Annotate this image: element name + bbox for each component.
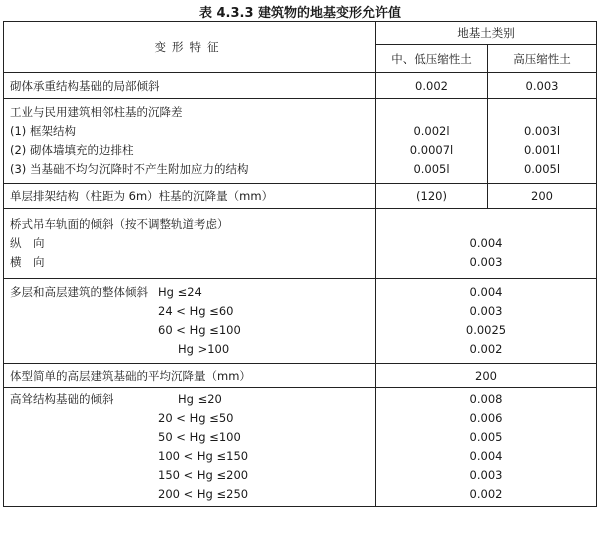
sub-label: 20 < Hg ≤50 <box>158 411 234 425</box>
sub-value: 0.008 <box>469 392 503 406</box>
row-label: 多层和高层建筑的整体倾斜 <box>10 285 148 299</box>
sub-label: 100 < Hg ≤150 <box>158 449 249 463</box>
sub-value: 0.004 <box>469 285 503 299</box>
row-value-medium-low: 0.002 <box>376 73 488 99</box>
sub-value-medium-low: 0.005l <box>413 162 450 176</box>
header-deformation-feature: 变形特征 <box>4 22 376 73</box>
sub-value: 0.003 <box>469 304 503 318</box>
sub-label: Hg >100 <box>178 342 230 356</box>
table-row <box>4 388 597 507</box>
table-row <box>4 73 597 99</box>
table-row <box>4 279 597 364</box>
row-label: 工业与民用建筑相邻柱基的沉降差 <box>10 105 183 119</box>
sub-label: 24 < Hg ≤60 <box>158 304 234 318</box>
table-title: 表 4.3.3 建筑物的地基变形允许值 <box>198 6 402 21</box>
row-label: 砌体承重结构基础的局部倾斜 <box>4 73 376 99</box>
sub-label: 横 向 <box>10 255 45 269</box>
sub-value-high: 0.005l <box>523 162 561 176</box>
sub-value: 0.002 <box>469 342 503 356</box>
table-row <box>4 99 597 184</box>
sub-value: 0.005 <box>469 430 503 444</box>
row-value-high: 0.003 <box>488 73 597 99</box>
table-row <box>4 184 597 209</box>
deformation-table <box>3 21 597 507</box>
sub-value: 0.006 <box>469 411 503 425</box>
row-label: 桥式吊车轨面的倾斜（按不调整轨道考虑） <box>10 217 229 231</box>
table-row <box>4 364 597 388</box>
sub-label: 60 < Hg ≤100 <box>158 323 241 337</box>
sub-value: 0.003 <box>469 255 503 269</box>
row-label: 体型简单的高层建筑基础的平均沉降量（mm） <box>4 364 376 388</box>
row-value-high: 200 <box>488 184 597 209</box>
sub-value: 0.0025 <box>465 323 507 337</box>
sub-value: 0.002 <box>469 487 503 501</box>
sub-value-high: 0.003l <box>523 124 561 138</box>
header-medium-low: 中、低压缩性土 <box>376 45 488 73</box>
sub-label: (2) 砌体墙填充的边排柱 <box>10 143 134 157</box>
sub-label: 纵 向 <box>10 236 45 250</box>
row-label: 单层排架结构（柱距为 6m）柱基的沉降量（mm） <box>4 184 376 209</box>
sub-label: (1) 框架结构 <box>10 124 76 138</box>
sub-label: 50 < Hg ≤100 <box>158 430 241 444</box>
sub-value-medium-low: 0.002l <box>413 124 450 138</box>
sub-value: 0.004 <box>469 449 503 463</box>
row-value-medium-low: (120) <box>376 184 488 209</box>
sub-label: Hg ≤20 <box>178 392 222 406</box>
sub-label: 150 < Hg ≤200 <box>158 468 249 482</box>
header-soil-category: 地基土类别 <box>376 22 597 45</box>
row-value: 200 <box>376 364 597 388</box>
sub-label: Hg ≤24 <box>158 285 202 299</box>
sub-label: (3) 当基础不均匀沉降时不产生附加应力的结构 <box>10 162 249 176</box>
table-row <box>4 209 597 279</box>
sub-value: 0.003 <box>469 468 503 482</box>
sub-value-medium-low: 0.0007l <box>409 143 454 157</box>
row-label: 高耸结构基础的倾斜 <box>10 392 114 406</box>
sub-label: 200 < Hg ≤250 <box>158 487 249 501</box>
header-high: 高压缩性土 <box>488 45 597 73</box>
header-row-1 <box>4 22 597 45</box>
sub-value: 0.004 <box>469 236 503 250</box>
sub-value-high: 0.001l <box>523 143 561 157</box>
